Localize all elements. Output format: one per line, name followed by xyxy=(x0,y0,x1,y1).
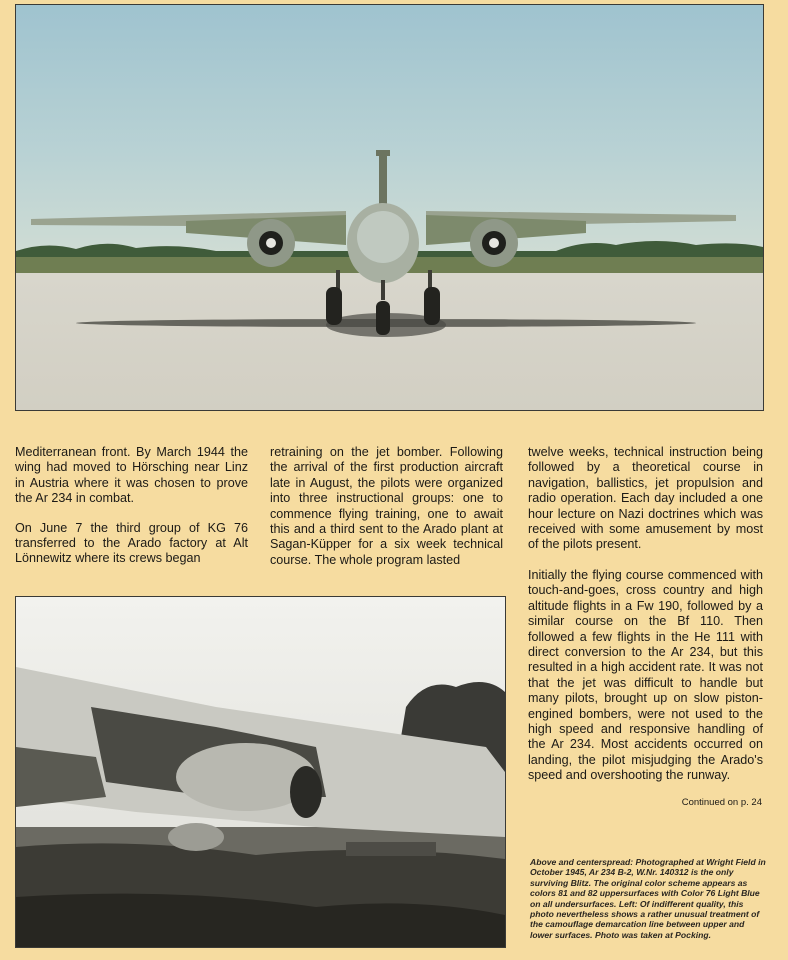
crashed-aircraft-illustration xyxy=(16,597,505,947)
crashed-aircraft-photo xyxy=(15,596,506,948)
aircraft-runway-illustration xyxy=(16,5,763,410)
paragraph: On June 7 the third group of KG 76 transferred to the Arado factory at Alt Lönnewitz where its crews began xyxy=(15,520,248,566)
paragraph: Initially the flying course commenced with touch-and-goes, cross country and high altitude flights in a Fw 190, followed by a similar course on the Bf 110. Then followed a few flights in the He 111 with direct conversion to the Ar 234, but this resulted in a high accident rate. It was not that the jet was difficult to handle but many pilots, brought up on slow piston-engined bombers, were not used to the high speed and responsive handling of the Ar 234. Most accidents occurred on landing, the pilot misjudging the Arado's speed and overshooting the runway. xyxy=(528,568,763,783)
paragraph: retraining on the jet bomber. Following the arrival of the first production aircraft late in August, the pilots were organized into three instructional groups: one to commence flying training, one to await this and a third sent to the Arado plant at Sagan-Küpper for a six week technical course. The whole program lasted xyxy=(270,445,503,567)
paragraph: Mediterranean front. By March 1944 the wing had moved to Hörsching near Linz in Austria where it was chosen to prove the Ar 234 in combat. xyxy=(15,445,248,506)
text-column-3 xyxy=(528,445,763,567)
text-column-2 xyxy=(270,445,503,582)
paragraph: twelve weeks, technical instruction being followed by a theoretical course in navigation, ballistics, jet propulsion and radio operation. Each day included a one hour lecture on Nazi doctrines which was received with some amusement by most of the pilots present. xyxy=(528,445,763,552)
text-column-1 xyxy=(15,445,248,581)
continued-note: Continued on p. 24 xyxy=(681,797,762,808)
aircraft-runway-photo xyxy=(15,4,764,411)
text-column-3-continued xyxy=(528,568,763,798)
photo-caption: Above and centerspread: Photographed at Wright Field in October 1945, Ar 234 B-2, W.Nr. 140312 is the only surviving Blitz. The original color scheme appears as colors 81 and 82 uppersurfaces with Color 76 Light Blue on all undersurfaces. Left: Of indifferent quality, this photo nevertheless shows a rather unusual treatment of the camouflage demarcation line between upper and lower surfaces. Photo was taken at Pocking. xyxy=(530,857,766,940)
